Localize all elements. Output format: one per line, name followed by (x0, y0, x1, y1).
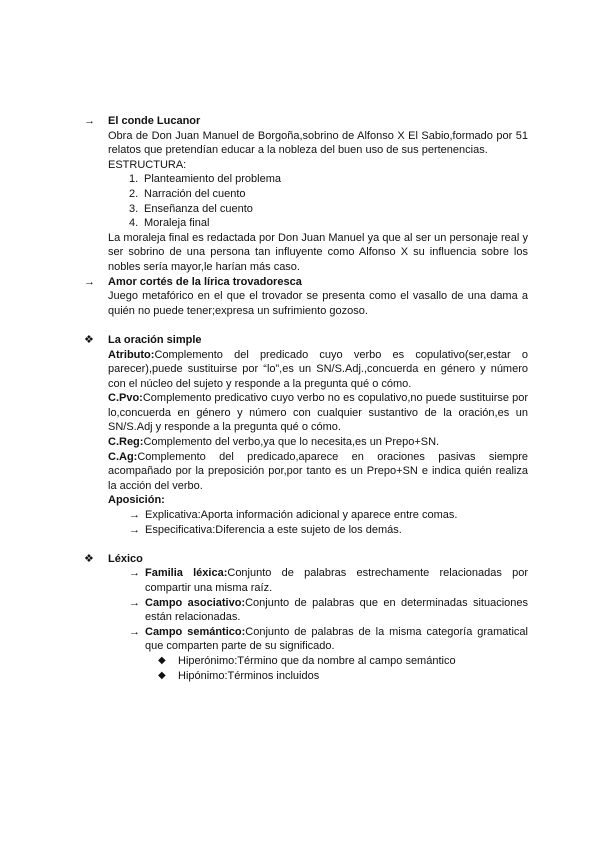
list-item (0, 172, 600, 187)
definition-text: Complemento del predicado cuyo verbo es copulativo(ser,estar o parecer),puede sustituirse por “lo”,es un SN/S.Adj.,concuerda en género y número con el núcleo del sujeto y responde a la pregunta qué o cómo. (108, 348, 528, 390)
list-number: 4. (129, 217, 139, 230)
arrow-icon: → (129, 567, 140, 580)
list-item (0, 523, 528, 538)
term: C.Ag: (108, 450, 138, 463)
list-text: Hipónimo:Términos incluidos (178, 669, 320, 682)
list-item (0, 508, 528, 523)
section-lucanor (0, 114, 528, 172)
list-number: 1. (129, 173, 139, 186)
arrow-icon: → (129, 596, 140, 609)
list-item (0, 187, 600, 202)
list-text: Moraleja final (144, 217, 210, 230)
section-lucanor-closing (0, 231, 528, 275)
term: Atributo: (108, 348, 155, 361)
list-item (0, 202, 600, 217)
definition-text: Conjunto de palabras estrechamente relacionadas por compartir una misma raíz. (145, 567, 528, 594)
definition (108, 348, 528, 392)
section-title: El conde Lucanor (108, 115, 201, 127)
section-lexico (0, 552, 528, 567)
definition-text: Complemento del predicado,aparece en oraciones pasivas siempre acompañado por la preposición por,por tanto es un Prepo+SN e indica quién realiza la acción del verbo. (108, 450, 528, 492)
list-item (0, 669, 528, 684)
list-number: 3. (129, 202, 139, 215)
definition-text: Conjunto de palabras que en determinadas situaciones están relacionadas. (145, 596, 528, 624)
section-oracion (0, 333, 528, 508)
section-title: La oración simple (108, 333, 202, 346)
list-text: Explicativa:Aporta información adicional y aparece entre comas. (145, 509, 458, 522)
solid-diamond-icon: ◆ (158, 669, 166, 681)
arrow-icon: → (129, 523, 140, 536)
list-text: Enseñanza del cuento (144, 202, 253, 215)
term: C.Reg: (108, 436, 144, 449)
section-amor (0, 275, 528, 319)
paragraph: La moraleja final es redactada por Don Juan Manuel ya que al ser un personaje real y ser sobrino de una persona tan influyente como Alfonso X su influencia sobre los nobles sería mayor,le harían más caso. (108, 231, 528, 273)
list-number: 2. (129, 187, 139, 200)
solid-diamond-icon: ◆ (158, 654, 166, 666)
arrow-icon: → (129, 625, 140, 638)
list-item (0, 566, 528, 595)
section-title: Léxico (108, 552, 143, 565)
diamond-bullet-icon: ❖ (84, 552, 94, 565)
diamond-bullet-icon: ❖ (84, 333, 94, 346)
definition-text: Conjunto de palabras de la misma categoría gramatical que comparten parte de su significado. (145, 625, 528, 653)
document-page (0, 114, 600, 683)
list-text: Hiperónimo:Término que da nombre al campo semántico (178, 654, 456, 667)
paragraph: Obra de Don Juan Manuel de Borgoña,sobrino de Alfonso X El Sabio,formado por 51 relatos que pretendían educar a la nobleza del buen uso de sus pertenencias. (108, 129, 528, 157)
definition-text: Complemento del verbo,ya que lo necesita,es un Prepo+SN. (143, 436, 440, 449)
term: C.Pvo: (108, 392, 143, 405)
list-text: Especificativa:Diferencia a este sujeto de los demás. (145, 523, 402, 536)
list-item (0, 654, 528, 669)
definition (108, 435, 528, 450)
arrow-icon: → (129, 509, 140, 522)
section-title: Amor cortés de la lírica trovadoresca (108, 275, 302, 288)
definition-text: Complemento predicativo cuyo verbo no es copulativo,no puede sustituirse por lo,concuerda en género y número con cualquier sustantivo de la oración,es un SN/S.Adj y responde a la pregunta qué o cómo. (108, 392, 528, 434)
aposicion-label: Aposición: (108, 494, 165, 507)
arrow-icon: → (84, 275, 95, 288)
estructura-label: ESTRUCTURA: (108, 158, 187, 171)
definition (108, 391, 528, 435)
term: Campo asociativo: (145, 596, 246, 609)
list-item (0, 625, 528, 654)
list-item (0, 596, 528, 625)
arrow-icon: → (84, 115, 95, 127)
definition (108, 450, 528, 494)
paragraph: Juego metafórico en el que el trovador se presenta como el vasallo de una dama a quién no puede tener;expresa un sufrimiento gozoso. (108, 290, 528, 317)
list-item (0, 216, 600, 231)
list-text: Narración del cuento (144, 187, 246, 200)
list-text: Planteamiento del problema (144, 173, 281, 186)
term: Familia léxica: (145, 567, 228, 580)
term: Campo semántico: (145, 625, 246, 638)
